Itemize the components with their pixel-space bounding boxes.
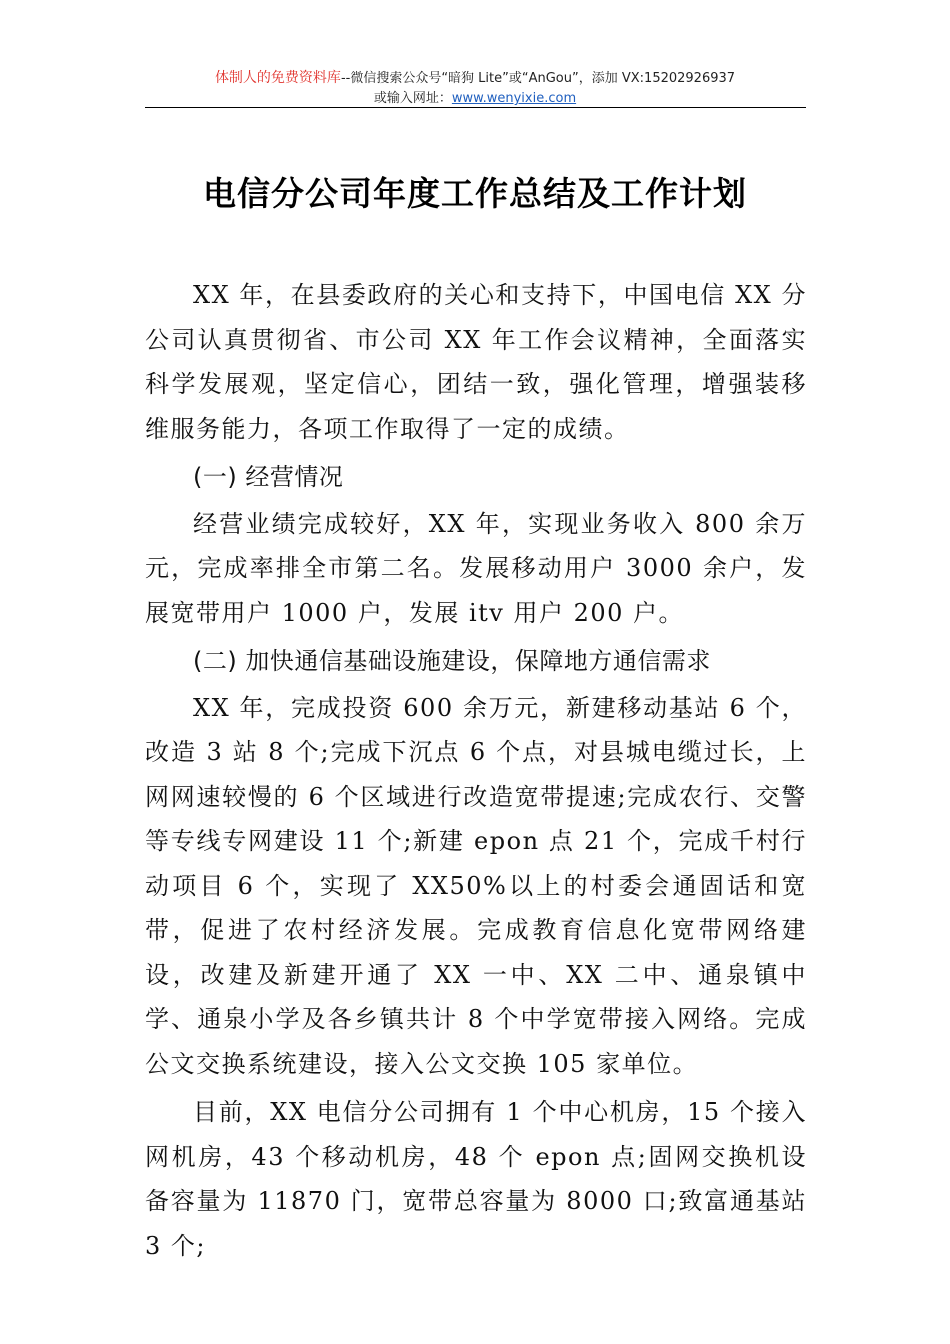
header-url-line	[145, 89, 805, 108]
document-body	[145, 273, 807, 1268]
header-divider	[145, 107, 806, 108]
header-brand: 体制人的免费资料库	[214, 70, 341, 86]
page-header	[145, 68, 805, 108]
document-title: 电信分公司年度工作总结及工作计划	[203, 174, 747, 213]
paragraph-current-status: 目前，XX 电信分公司拥有 1 个中心机房，15 个接入网机房，43 个移动机房，48 个 epon 点;固网交换机设备容量为 11870 门，宽带总容量为 8000 口;致富通基站 3 个;	[145, 1098, 807, 1260]
header-promo-line	[145, 68, 805, 89]
header-url-link[interactable]: www.wenyixie.com	[451, 91, 577, 106]
section-heading-operations: (一) 经营情况	[193, 463, 344, 491]
paragraph-operations: 经营业绩完成较好，XX 年，实现业务收入 800 余万元，完成率排全市第二名。发展移动用户 3000 余户，发展宽带用户 1000 户，发展 itv 用户 200 户。	[145, 509, 807, 627]
paragraph-intro: XX 年，在县委政府的关心和支持下，中国电信 XX 分公司认真贯彻省、市公司 XX 年工作会议精神，全面落实科学发展观，坚定信心，团结一致，强化管理，增强装移维服务能力，各项工作取得了一定的成绩。	[145, 281, 807, 443]
section-heading-infrastructure: (二) 加快通信基础设施建设，保障地方通信需求	[193, 647, 711, 675]
paragraph-infrastructure: XX 年，完成投资 600 余万元，新建移动基站 6 个，改造 3 站 8 个;完成下沉点 6 个点，对县城电缆过长，上网网速较慢的 6 个区域进行改造宽带提速;完成农行、交警等专线专网建设 11 个;新建 epon 点 21 个，完成千村行动项目 6 个，实现了 XX50%以上的村委会通固话和宽带，促进了农村经济发展。完成教育信息化宽带网络建设，改建及新建开通了 XX 一中、XX 二中、通泉镇中学、通泉小学及各乡镇共计 8 个中学宽带接入网络。完成公文交换系统建设，接入公文交换 105 家单位。	[145, 693, 807, 1078]
header-url-prefix: 或输入网址：	[373, 91, 452, 106]
header-contact-text: --微信搜索公众号“暗狗 Lite”或“AnGou”，添加 VX:15202926937	[340, 71, 736, 86]
